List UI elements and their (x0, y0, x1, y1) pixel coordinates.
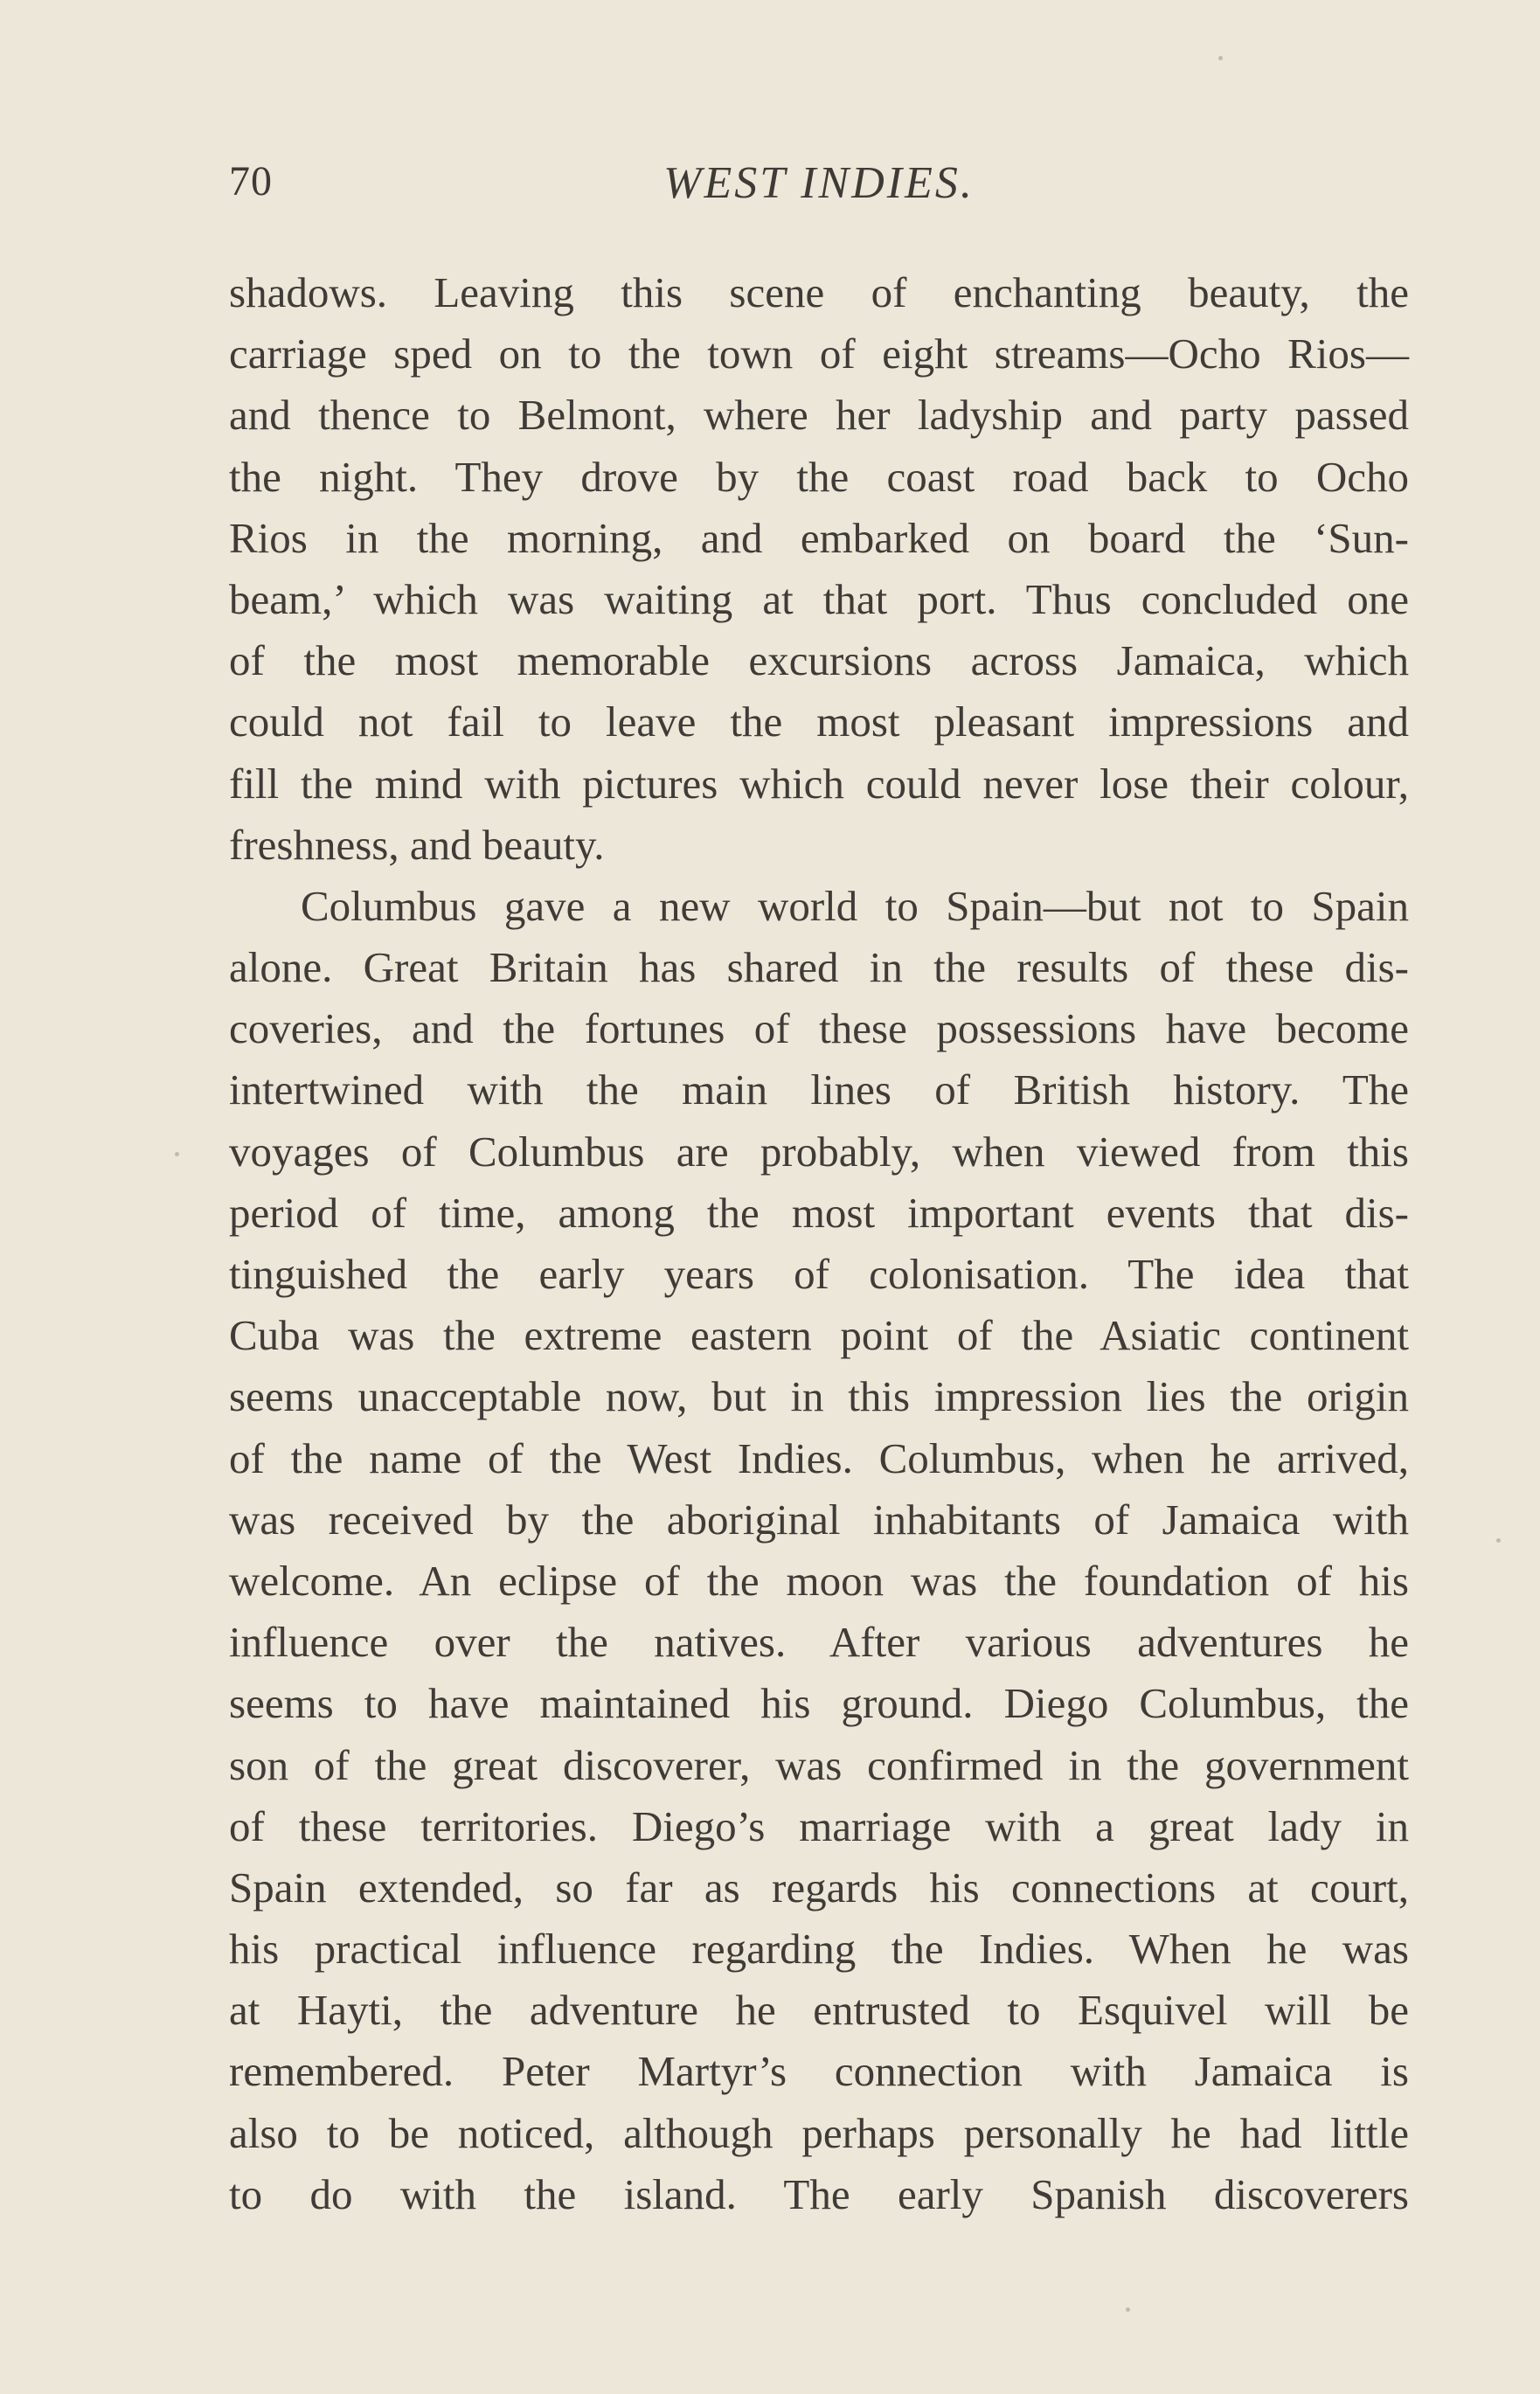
text-line: was received by the aboriginal inhabitants of Jamaica with (229, 1495, 1409, 1544)
text-line: alone. Great Britain has shared in the results of these dis- (229, 943, 1409, 992)
running-title: WEST INDIES. (663, 158, 975, 208)
text-line: of these territories. Diego’s marriage with a great lady in (229, 1801, 1409, 1850)
text-line: Rios in the morning, and embarked on board the ‘Sun- (229, 513, 1409, 562)
text-line: intertwined with the main lines of British history. The (229, 1065, 1409, 1114)
text-line: remembered. Peter Martyr’s connection with Jamaica is (229, 2047, 1409, 2096)
paper-speck (1496, 1538, 1501, 1543)
text-line: Cuba was the extreme eastern point of the Asiatic continent (229, 1311, 1409, 1360)
text-line: to do with the island. The early Spanish discoverers (229, 2169, 1409, 2218)
page-header (229, 157, 1409, 219)
text-line: could not fail to leave the most pleasant impressions and (229, 697, 1409, 746)
text-line: welcome. An eclipse of the moon was the foundation of his (229, 1556, 1409, 1605)
text-line: his practical influence regarding the Indies. When he was (229, 1925, 1409, 1974)
text-line: voyages of Columbus are probably, when viewed from this (229, 1127, 1409, 1176)
text-line: the night. They drove by the coast road back to Ocho (229, 452, 1409, 501)
text-line: also to be noticed, although perhaps personally he had little (229, 2108, 1409, 2157)
text-line: Spain extended, so far as regards his connections at court, (229, 1863, 1409, 1912)
text-line: shadows. Leaving this scene of enchanting beauty, the (229, 268, 1409, 316)
page-number: 70 (229, 158, 273, 205)
text-line: and thence to Belmont, where her ladyship and party passed (229, 391, 1409, 440)
text-line: fill the mind with pictures which could never lose their colour, (229, 759, 1409, 808)
text-line: influence over the natives. After various adventures he (229, 1618, 1409, 1667)
paper-speck (175, 1152, 179, 1156)
text-line: of the most memorable excursions across Jamaica, which (229, 636, 1409, 685)
text-line: freshness, and beauty. (229, 820, 605, 869)
text-line: tinguished the early years of colonisation. The idea that (229, 1250, 1409, 1298)
text-line: of the name of the West Indies. Columbus, when he arrived, (229, 1433, 1409, 1482)
text-line: carriage sped on to the town of eight streams—Ocho Rios— (229, 330, 1409, 378)
text-line: period of time, among the most important events that dis- (229, 1188, 1409, 1237)
text-line: coveries, and the fortunes of these possessions have become (229, 1004, 1409, 1053)
text-line: son of the great discoverer, was confirmed in the government (229, 1740, 1409, 1789)
text-line: beam,’ which was waiting at that port. Thus concluded one (229, 574, 1409, 623)
paper-speck (1126, 2307, 1130, 2312)
paragraph-start-line: Columbus gave a new world to Spain—but not to Spain (301, 881, 1409, 930)
text-line: at Hayti, the adventure he entrusted to Esquivel will be (229, 1986, 1409, 2035)
text-line: seems unacceptable now, but in this impression lies the origin (229, 1372, 1409, 1421)
paper-speck (1218, 56, 1223, 60)
text-line: seems to have maintained his ground. Diego Columbus, the (229, 1679, 1409, 1728)
body-text (229, 262, 1409, 2225)
